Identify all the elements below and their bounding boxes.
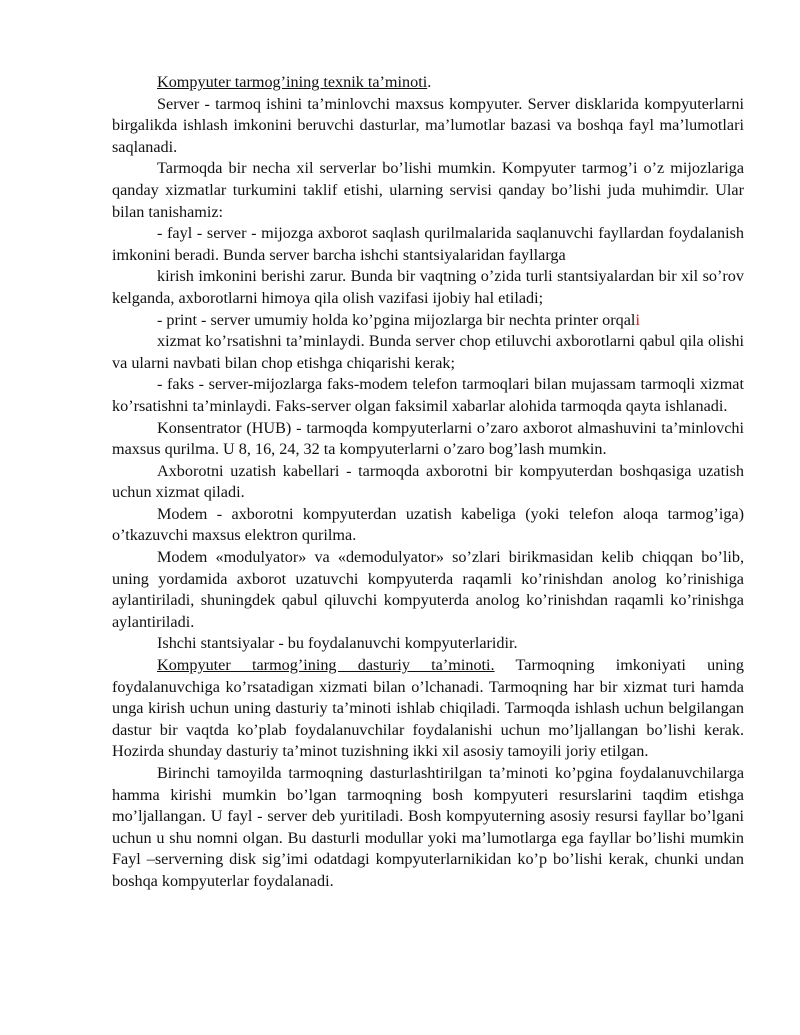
paragraph-software (112, 655, 744, 763)
paragraph-print-server (112, 310, 744, 332)
paragraph-modem: Modem - axborotni kompyuterdan uzatish kabeliga (yoki telefon aloqa tarmog’iga) o’tkazuvchi maxsus elektron qurilma. (112, 504, 744, 545)
paragraph-file-server-continued: kirish imkonini berishi zarur. Bunda bir vaqtning o’zida turli stantsiyalardan bir xil so’rov kelganda, axborotlarni himoya qila olish vazifasi ijobiy hal etiladi; (112, 267, 744, 307)
paragraph-file-server: - fayl - server - mijozga axborot saqlash qurilmalarida saqlanuvchi fayllardan foydalanish imkonini beradi. Bunda server barcha ishchi stantsiyalaridan fayllarga (112, 224, 744, 264)
paragraph-print-server-continued: xizmat ko’rsatishni ta’minlaydi. Bunda server chop etiluvchi axborotlarni qabul qila olishi va ularni navbati bilan chop etishga chiqarishi kerak; (112, 332, 744, 372)
paragraph-modem-words: Modem «modulyator» va «demodulyator» so’zlari birikmasidan kelib chiqqan bo’lib, uning yordamida axborot uzatuvchi kompyuterda raqamli ko’rinishdan anolog ko’rinishiga aylantiriladi, shuningdek qabul qiluvchi kompyuterda anolog ko’rinishdan raqamli ko’rinishga aylantiriladi. (112, 548, 744, 631)
paragraph-server: Server - tarmoq ishini ta’minlovchi maxsus kompyuter. Server disklarida kompyuterlarni birgalikda ishlash imkonini beruvchi dasturlar, ma’lumotlar bazasi va boshqa fayl ma’lumotlari saqlanadi. (112, 94, 744, 156)
paragraph-server-types: Tarmoqda bir necha xil serverlar bo’lishi mumkin. Kompyuter tarmog’i o’z mijozlariga qanday xizmatlar turkumini taklif etishi, ularning servisi qanday bo’lishi juda muhimdir. Ular bilan tanishamiz: (112, 159, 744, 221)
heading-technical: Kompyuter tarmog’ining texnik ta’minoti (157, 73, 428, 91)
paragraph-workstations: Ishchi stantsiyalar - bu foydalanuvchi kompyuterlaridir. (157, 634, 518, 653)
paragraph-first-principle: Birinchi tamoyilda tarmoqning dasturlashtirilgan ta’minoti ko’pgina foydalanuvchilarga hamma kirishi mumkin bo’lgan tarmoqning bosh kompyuteri resurslarini taqdim etishga mo’ljallangan. U fayl - server deb yuritiladi. Bosh kompyuterning asosiy resursi fayllar bo’lgani uchun u shu nomni olgan. Bu dasturli modullar yoki ma’lumotlarga ega fayllar bo’lishi mumkin Fayl –serverning disk sig’imi odatdagi kompyuterlarnikidan ko’p bo’lishi kerak, chunki undan boshqa kompyuterlar foydalanadi. (112, 764, 744, 890)
heading-software: Kompyuter tarmog’ining dasturiy ta’minoti. (157, 656, 495, 675)
heading-technical-paragraph (112, 72, 744, 94)
print-server-text: - print - server umumiy holda ko’pgina mijozlarga bir nechta printer orqal (157, 310, 636, 329)
paragraph-fax-server: - faks - server-mijozlarga faks-modem telefon tarmoqlari bilan mujassam tarmoqli xizmat ko’rsatishni ta’minlaydi. Faks-server olgan faksimil xabarlar alohida tarmoqda qayta ishlanadi. (112, 375, 744, 415)
software-text: Tarmoqning imkoniyati uning foydalanuvchiga ko’rsatadigan xizmati bilan o’lchanadi. Tarmoqning har bir xizmat turi hamda unga kirish uchun uning dasturiy ta’minoti ishlab chiqiladi. Tarmoqda ishlash uchun belgilangan dastur bir vaqtda ko’plab foydalanuvchilar foydalanishi uchun mo’ljallangan bo’lishi kerak. Hozirda shunday dasturiy ta’minot tuzishning ikki xil asosiy tamoyili joriy etilgan. (112, 656, 744, 761)
print-server-red-letter: i (635, 310, 640, 329)
heading-technical-period: . (427, 73, 432, 91)
paragraph-cables: Axborotni uzatish kabellari - tarmoqda axborotni bir kompyuterdan boshqasiga uzatish uchun xizmat qiladi. (112, 461, 744, 502)
paragraph-hub: Konsentrator (HUB) - tarmoqda kompyuterlarni o’zaro axborot almashuvini ta’minlovchi maxsus qurilma. U 8, 16, 24, 32 ta kompyuterlarni o’zaro bog’lash mumkin. (112, 418, 744, 459)
